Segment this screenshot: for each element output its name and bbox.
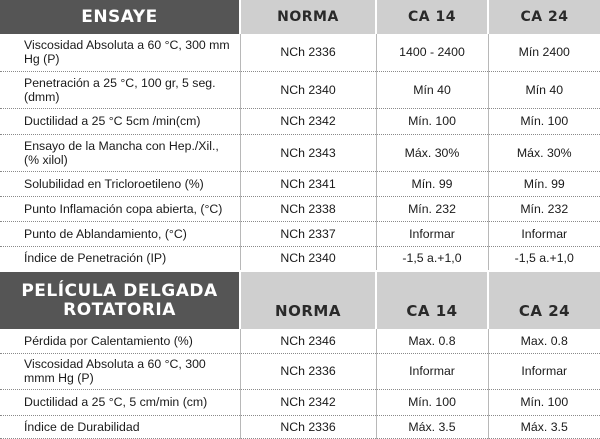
- section2-col-norma-label: NORMA: [275, 302, 341, 320]
- test-name: Ductilidad a 25 °C 5cm /min(cm): [0, 108, 240, 134]
- ca14-value: 1400 - 2400: [376, 34, 488, 71]
- norma-value: NCh 2336: [240, 34, 376, 71]
- table-row: [0, 329, 600, 353]
- test-name: Ensayo de la Mancha con Hep./Xil., (% xilol): [0, 134, 240, 171]
- table-row: [0, 134, 600, 171]
- section2-col-ca14-label: CA 14: [406, 302, 458, 320]
- ca24-value: Mín. 100: [488, 389, 600, 415]
- section1-col-ca14: CA 14: [376, 0, 488, 34]
- table-row: [0, 246, 600, 271]
- table-row: [0, 389, 600, 415]
- section2-title: [0, 271, 240, 329]
- norma-value: NCh 2346: [240, 329, 376, 353]
- section2-title-line1: PELÍCULA DELGADA: [21, 280, 218, 301]
- ca14-value: Mín. 100: [376, 389, 488, 415]
- table-row: [0, 108, 600, 134]
- ca24-value: Mín. 99: [488, 171, 600, 196]
- test-name: Índice de Penetración (IP): [0, 246, 240, 271]
- norma-value: NCh 2342: [240, 108, 376, 134]
- section2-col-ca24: [488, 271, 600, 329]
- ca14-value: Máx. 30%: [376, 134, 488, 171]
- test-name: Viscosidad Absoluta a 60 °C, 300 mmm Hg (P): [0, 353, 240, 389]
- ca14-value: -1,5 a.+1,0: [376, 246, 488, 271]
- ca24-value: Mín 2400: [488, 34, 600, 71]
- ca14-value: Mín. 99: [376, 171, 488, 196]
- table-row: [0, 221, 600, 246]
- section2-col-ca24-label: CA 24: [518, 302, 571, 320]
- ca14-value: Informar: [376, 221, 488, 246]
- norma-value: NCh 2337: [240, 221, 376, 246]
- ca14-value: Máx. 3.5: [376, 415, 488, 438]
- ca24-value: Mín 40: [488, 71, 600, 108]
- ca14-value: Max. 0.8: [376, 329, 488, 353]
- norma-value: NCh 2342: [240, 389, 376, 415]
- ca24-value: Max. 0.8: [488, 329, 600, 353]
- ca14-value: Mín 40: [376, 71, 488, 108]
- table-row: [0, 415, 600, 438]
- norma-value: NCh 2340: [240, 246, 376, 271]
- ca14-value: Mín. 232: [376, 196, 488, 221]
- norma-value: NCh 2336: [240, 353, 376, 389]
- norma-value: NCh 2341: [240, 171, 376, 196]
- test-name: Punto de Ablandamiento, (°C): [0, 221, 240, 246]
- test-name: Viscosidad Absoluta a 60 °C, 300 mm Hg (P): [0, 34, 240, 71]
- section2-header-row: [0, 271, 600, 329]
- norma-value: NCh 2340: [240, 71, 376, 108]
- norma-value: NCh 2338: [240, 196, 376, 221]
- ca24-value: Máx. 3.5: [488, 415, 600, 438]
- ca24-value: -1,5 a.+1,0: [488, 246, 600, 271]
- norma-value: NCh 2336: [240, 415, 376, 438]
- test-name: Pérdida por Calentamiento (%): [0, 329, 240, 353]
- section1-header-row: [0, 0, 600, 34]
- test-name: Ductilidad a 25 °C, 5 cm/min (cm): [0, 389, 240, 415]
- norma-value: NCh 2343: [240, 134, 376, 171]
- section1-col-ca24: CA 24: [488, 0, 600, 34]
- section2-col-norma: [240, 271, 376, 329]
- section1-col-norma: NORMA: [240, 0, 376, 34]
- section2-col-ca14: [376, 271, 488, 329]
- table-row: [0, 171, 600, 196]
- table-row: [0, 196, 600, 221]
- table-row: [0, 353, 600, 389]
- ca24-value: Mín. 100: [488, 108, 600, 134]
- test-name: Solubilidad en Tricloroetileno (%): [0, 171, 240, 196]
- section2-title-line2: ROTATORIA: [63, 299, 176, 320]
- ca14-value: Informar: [376, 353, 488, 389]
- ca24-value: Máx. 30%: [488, 134, 600, 171]
- ca24-value: Informar: [488, 221, 600, 246]
- section1-title: ENSAYE: [0, 0, 240, 34]
- test-name: Índice de Durabilidad: [0, 415, 240, 438]
- test-name: Punto Inflamación copa abierta, (°C): [0, 196, 240, 221]
- table-row: [0, 34, 600, 71]
- ca14-value: Mín. 100: [376, 108, 488, 134]
- ca24-value: Informar: [488, 353, 600, 389]
- test-name: Penetración a 25 °C, 100 gr, 5 seg. (dmm): [0, 71, 240, 108]
- table-row: [0, 71, 600, 108]
- ca24-value: Mín. 232: [488, 196, 600, 221]
